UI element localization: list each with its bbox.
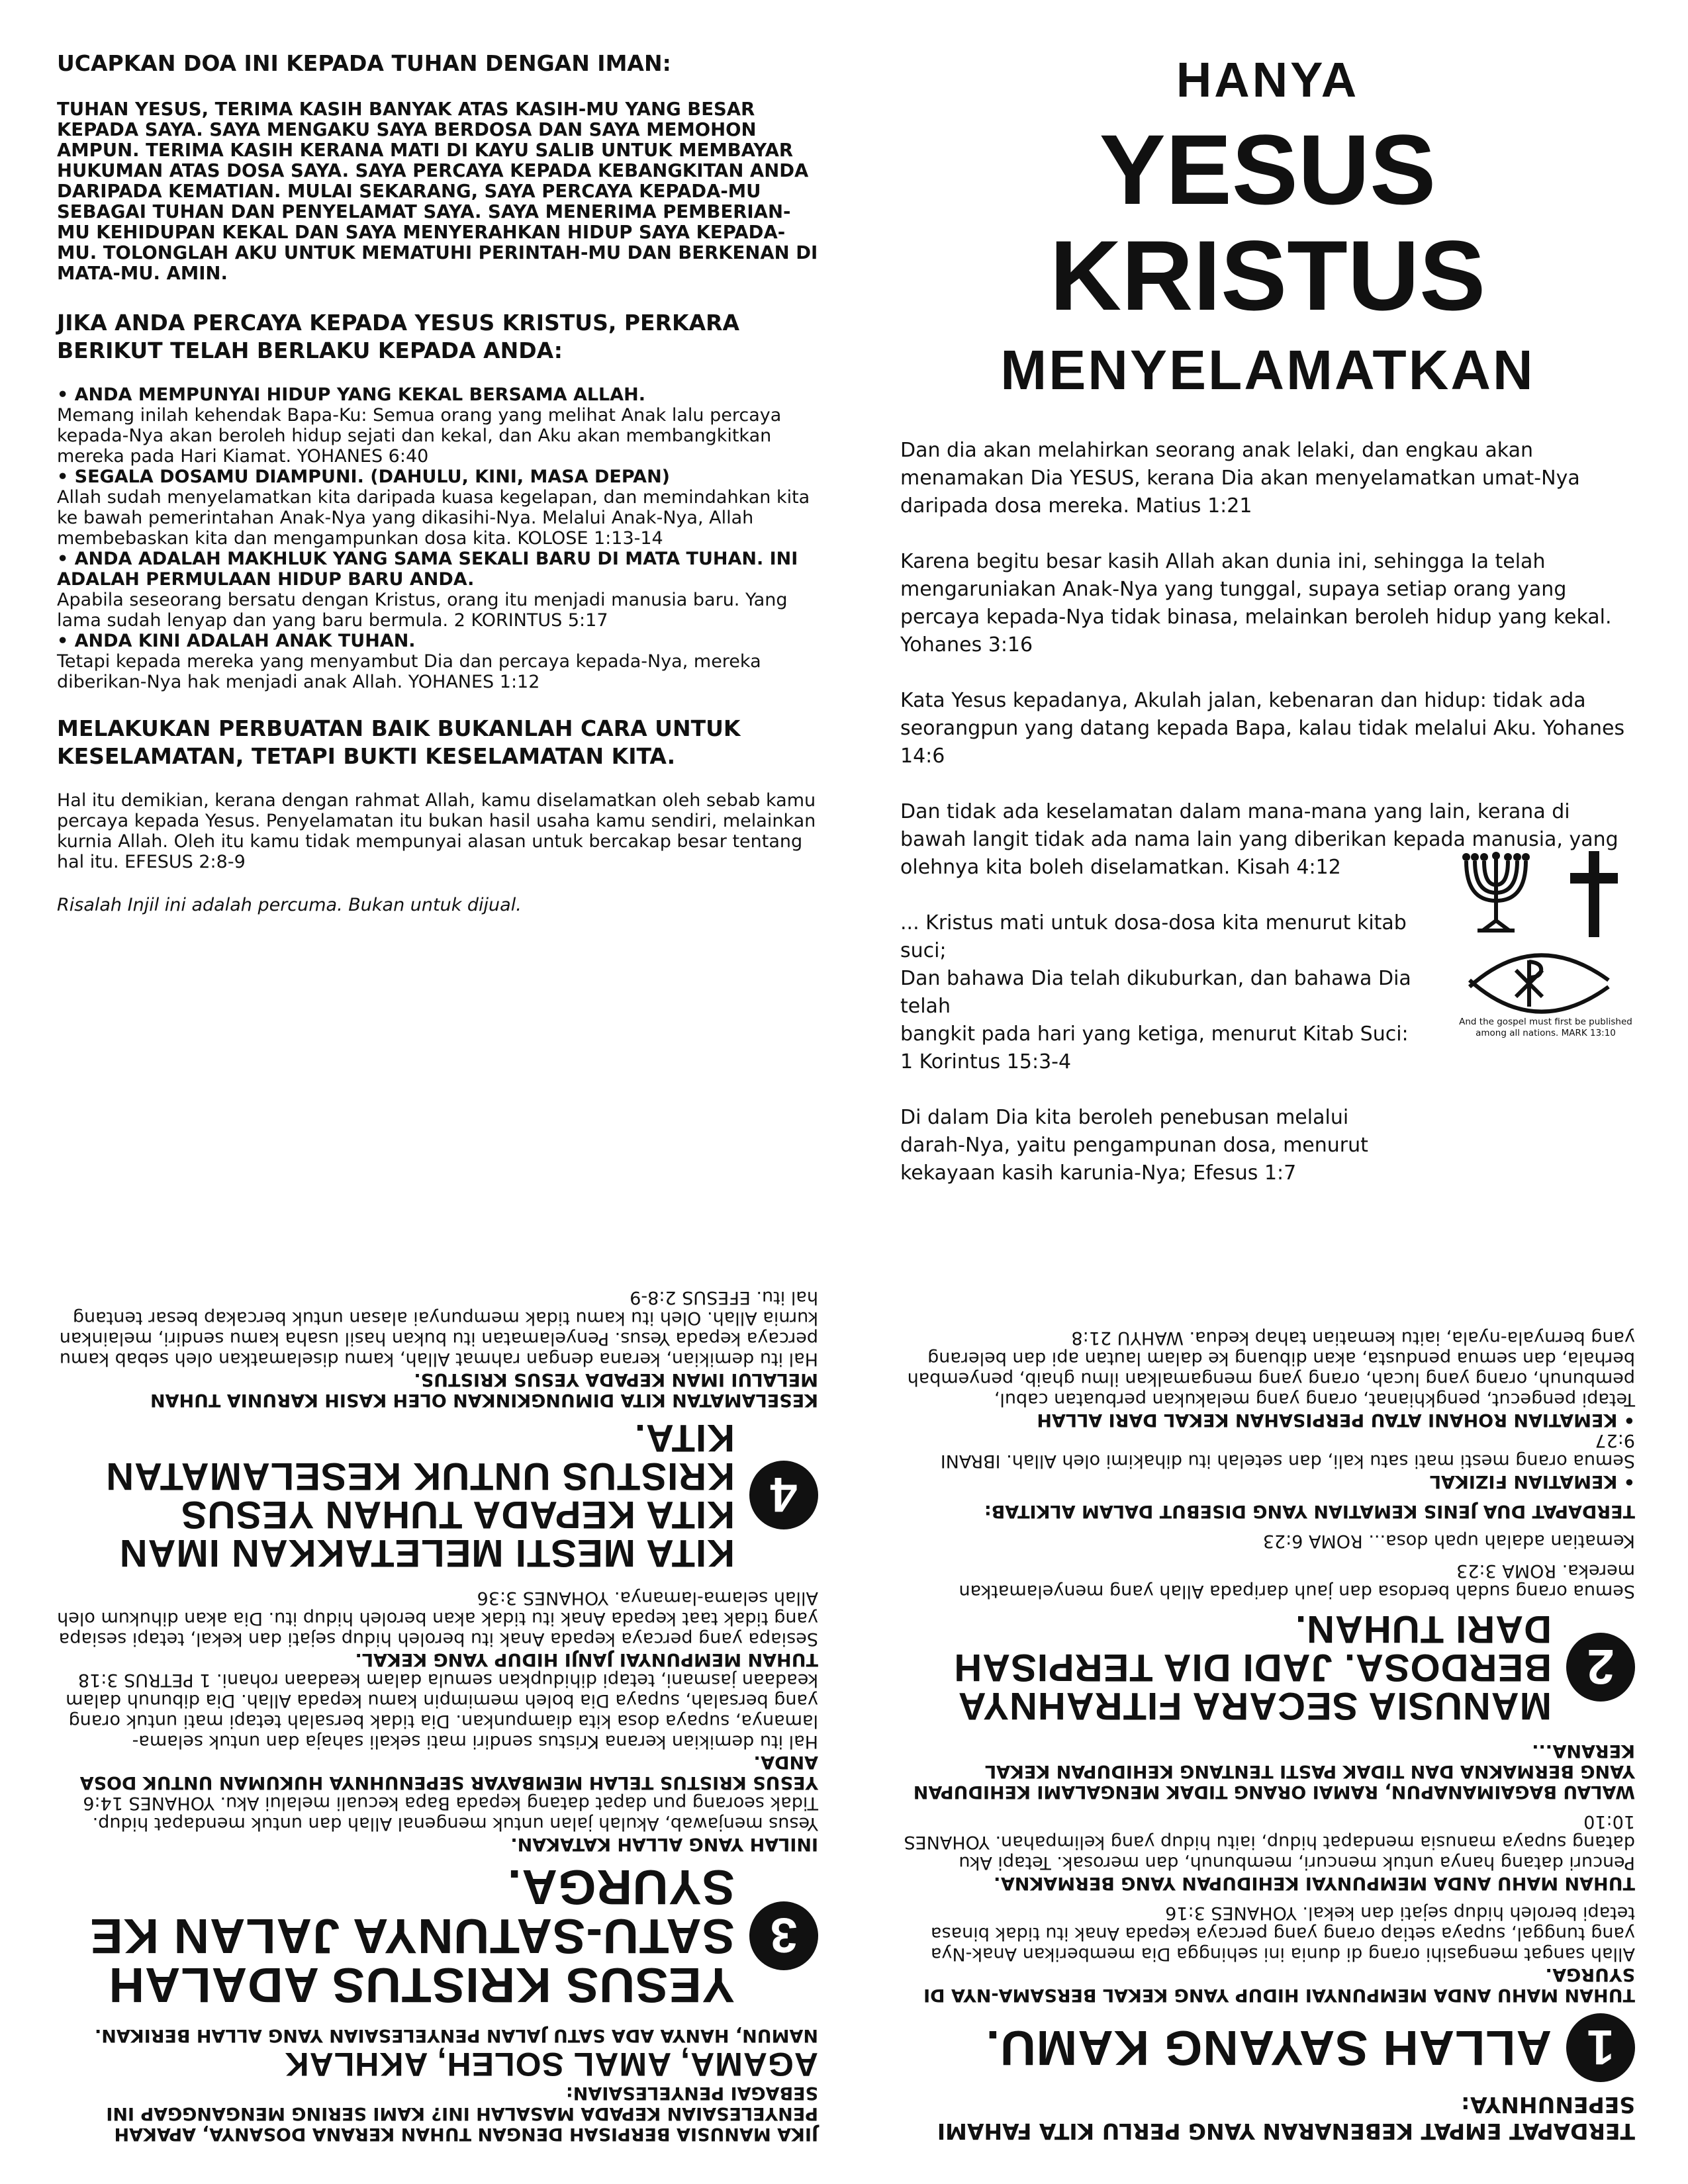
section-1-lead3: WALAU BAGAIMANAPUN, RAMAI ORANG TIDAK MENGALAMI KEHIDUPAN YANG BERMAKNA DAN TIDAK PASTI TENTANG KEHIDUPAN KEKAL KERANA... xyxy=(913,1741,1635,1802)
believe-heading: JIKA ANDA PERCAYA KEPADA YESUS KRISTUS, PERKARA BERIKUT TELAH BERLAKU KEPADA ANDA: xyxy=(57,310,740,363)
section-3-verse3: Sesiapa yang percaya kepada Anak itu beroleh hidup sejati dan kekal, tetapi sesiapa yang tidak taat kepada Anak itu tidak akan beroleh hidup itu. Dia akan dihukum oleh Allah selama-lamanya. YOHANES 3:36 xyxy=(57,1588,818,1649)
section-3-title: YESUS KRISTUS ADALAH SATU-SATUNYA JALAN KE SYURGA. xyxy=(89,1860,735,2013)
works-heading: MELAKUKAN PERBUATAN BAIK BUKANLAH CARA UNTUK KESELAMATAN, TETAPI BUKTI KESELAMATAN KITA. xyxy=(57,715,741,769)
section-3-header xyxy=(57,1860,818,2013)
verse-line: ... Kristus mati untuk dosa-dosa kita menurut kitab suci; xyxy=(900,911,1407,962)
cover-verses xyxy=(900,437,1635,1187)
section-3-lead2: NAMUN, HANYA ADA SATU JALAN PENYELESAIAN YANG ALLAH BERIKAN. xyxy=(94,2025,818,2046)
section-number-badge: 4 xyxy=(749,1461,818,1529)
section-2-title: MANUSIA SECARA FITRAHNYA BERDOSA. JADI DIA TERPISAH DARI TUHAN. xyxy=(953,1608,1552,1727)
death-type-1: • KEMATIAN FIZIKAL xyxy=(1429,1471,1635,1492)
section-3-verse: Yesus menjawab, Akulah jalan untuk mengenal Allah dan untuk mendapat hidup. Tidak seorang pun dapat datang kepada Bapa kecuali melalui Aku. YOHANES 14:6 xyxy=(83,1793,818,1834)
cover-title-line2: YESUS KRISTUS xyxy=(1049,114,1486,331)
free-tract-note: Risalah Injil ini adalah percuma. Bukan untuk dijual. xyxy=(57,895,522,915)
section-number-badge: 2 xyxy=(1566,1633,1635,1702)
cover-verse: Kata Yesus kepadanya, Akulah jalan, kebenaran dan hidup: tidak ada seorangpun yang datang kepada Bapa, kalau tidak melalui Aku. Yohanes 14:6 xyxy=(900,689,1625,768)
cover-title-line1: HANYA xyxy=(1176,52,1360,107)
cover-verse xyxy=(900,909,1417,1076)
gospel-note-line: And the gospel must first be published xyxy=(1459,1017,1632,1027)
cover-verse: Dan tidak ada keselamatan dalam mana-mana yang lain, kerana di bawah langit tidak ada nama lain yang diberikan kepada manusia, yang olehnya kita boleh diselamatkan. Kisah 4:12 xyxy=(900,800,1618,879)
truths-intro: TERDAPAT EMPAT KEBENARAN YANG PERLU KITA FAHAMI SEPENUHNYA: xyxy=(937,2092,1635,2144)
prayer-heading: UCAPKAN DOA INI KEPADA TUHAN DENGAN IMAN: xyxy=(57,50,671,76)
cover-panel xyxy=(900,50,1635,1185)
cross-icon xyxy=(1570,851,1618,937)
death-type-1-text: Semua orang mesti mati satu kali, dan setelah itu dihakimi oleh Allah. IBRANI 9:27 xyxy=(940,1430,1635,1471)
section-1-title: ALLAH SAYANG KAMU. xyxy=(985,2021,1552,2075)
believe-item-text: Allah sudah menyelamatkan kita daripada kuasa kegelapan, dan memindahkan kita ke bawah pemerintahan Anak-Nya yang dikasihi-Nya. Melalui Anak-Nya, Allah membebaskan kita dan mengampunkan dosa kita. KOLOSE 1:13-14 xyxy=(57,487,810,549)
believe-item-title: • ANDA KINI ADALAH ANAK TUHAN. xyxy=(57,631,416,651)
section-1-verse: Allah sangat mengasihi orang di dunia ini sehingga Dia memberikan Anak-Nya yang tunggal, supaya setiap orang yang percaya kepada Anak itu tidak binasa tetapi beroleh hidup sejati dan kekal. YOHANES 3:16 xyxy=(930,1903,1635,1964)
section-2-lead: TERDAPAT DUA JENIS KEMATIAN YANG DISEBUT DALAM ALKITAB: xyxy=(984,1501,1635,1522)
section-1-header xyxy=(900,2013,1635,2082)
section-4-lead: KESELAMATAN KITA DIMUNGKINKAN OLEH KASIH KARUNIA TUHAN MELALUI IMAN KEPADA YESUS KRISTUS. xyxy=(150,1369,818,1410)
section-4-title: KITA MESTI MELETAKKAN IMAN KITA KEPADA TUHAN YESUS KRISTUS UNTUK KESELAMATAN KITA. xyxy=(105,1416,735,1574)
believe-item-text: Memang inilah kehendak Bapa-Ku: Semua orang yang melihat Anak lalu percaya kepada-Nya akan beroleh hidup sejati dan kekal, dan Aku akan membangkitkan mereka pada Hari Kiamat. YOHANES 6:40 xyxy=(57,405,782,467)
verse-line: 1 Korintus 15:3-4 xyxy=(900,1050,1072,1073)
section-3-lead5: TUHAN MEMPUNYAI JANJI HIDUP YANG KEKAL. xyxy=(355,1649,818,1670)
faith-symbols xyxy=(1456,848,1635,1013)
section-4-verse: Hal itu demikian, kerana dengan rahmat Allah, kamu diselamatkan oleh sebab kamu percaya kepada Yesus. Penyelamatan itu bukan hasil usaha kamu sendiri, melainkan kurnia Allah. Oleh itu kamu tidak mempunyai alasan untuk bercakap besar tentang hal itu. EFESUS 2:8-9 xyxy=(59,1287,818,1369)
section-3-lead4: YESUS KRISTUS TELAH MEMBAYAR SEPENUHNYA HUKUMAN UNTUK DOSA ANDA. xyxy=(79,1752,818,1793)
cover-title-line3: MENYELAMATKAN xyxy=(1000,339,1535,401)
verse-line: Dan bahawa Dia telah dikuburkan, dan bahawa Dia telah xyxy=(900,967,1411,1018)
death-type-2-text: Tetapi pengecut, pengkhianat, orang yang melakukan perbuatan cabul, pembunuh, orang yang lucah, orang yang mengamalkan ilmu ghaib, penyembah berhala, dan semua pendusta, akan dibuang ke dalam lautan api dan belerang yang bernyala-nyala, iaitu kematian tahap kedua. WAHYU 21:8 xyxy=(907,1328,1635,1410)
section-3-lead3: INILAH YANG ALLAH KATAKAN. xyxy=(510,1834,818,1854)
gospel-note-line: among all nations. MARK 13:10 xyxy=(1476,1028,1616,1038)
false-solutions: AGAMA, AMAL SOLEH, AKHLAK xyxy=(284,2046,818,2083)
menorah-flames xyxy=(1462,852,1530,861)
section-2-verse2: Kematian adalah upah dosa... ROMA 6:23 xyxy=(1262,1531,1635,1551)
death-type-2: • KEMATIAN ROHANI ATAU PERPISAHAN KEKAL DARI ALLAH xyxy=(1037,1410,1635,1430)
section-1-lead: TUHAN MAHU ANDA MEMPUNYAI HIDUP YANG KEKAL BERSAMA-NYA DI SYURGA. xyxy=(923,1964,1635,2005)
section-number-badge: 3 xyxy=(749,1901,818,1970)
believe-item-title: • SEGALA DOSAMU DIAMPUNI. (DAHULU, KINI, MASA DEPAN) xyxy=(57,467,671,487)
cover-verse: Karena begitu besar kasih Allah akan dunia ini, sehingga Ia telah mengaruniakan Anak-Nya yang tunggal, supaya setiap orang yang percaya kepada-Nya tidak binasa, melainkan beroleh hidup yang kekal. Yohanes 3:16 xyxy=(900,550,1612,657)
works-text: Hal itu demikian, kerana dengan rahmat Allah, kamu diselamatkan oleh sebab kamu percaya kepada Yesus. Penyelamatan itu bukan hasil usaha kamu sendiri, melainkan kurnia Allah. Oleh itu kamu tidak mempunyai alasan untuk bercakap besar tentang hal itu. EFESUS 2:8-9 xyxy=(57,790,816,872)
section-2-verse: Semua orang sudah berdosa dan jauh daripada Allah yang menyelamatkan mereka. ROMA 3:23 xyxy=(959,1561,1635,1602)
truths-panel-3-4 xyxy=(57,1112,818,2144)
gospel-note xyxy=(1450,1017,1642,1039)
believe-item-title: • ANDA ADALAH MAKHLUK YANG SAMA SEKALI BARU DI MATA TUHAN. INI ADALAH PERMULAAN HIDUP BARU ANDA. xyxy=(57,549,798,590)
section-1-lead2: TUHAN MAHU ANDA MEMPUNYAI KEHIDUPAN YANG BERMAKNA. xyxy=(994,1873,1635,1893)
truths-panel-1-2 xyxy=(900,1112,1635,2144)
prayer-panel xyxy=(57,50,818,1043)
section-4-header xyxy=(57,1418,818,1572)
believe-item-text: Apabila seseorang bersatu dengan Kristus, orang itu menjadi manusia baru. Yang lama sudah lenyap dan yang baru bermula. 2 KORINTUS 5:17 xyxy=(57,590,788,631)
believe-list xyxy=(57,385,818,692)
prayer-text: TUHAN YESUS, TERIMA KASIH BANYAK ATAS KASIH-MU YANG BESAR KEPADA SAYA. SAYA MENGAKU SAYA BERDOSA DAN SAYA MEMOHON AMPUN. TERIMA KASIH KERANA MATI DI KAYU SALIB UNTUK MEMBAYAR HUKUMAN ATAS DOSA SAYA. SAYA PERCAYA KEPADA KEBANGKITAN ANDA DARIPADA KEMATIAN. MULAI SEKARANG, SAYA PERCAYA KEPADA-MU SEBAGAI TUHAN DAN PENYELAMAT SAYA. SAYA MENERIMA PEMBERIAN-MU KEHIDUPAN KEKAL DAN SAYA MENYERAHKAN HIDUP SAYA KEPADA-MU. TOLONGLAH AKU UNTUK MEMATUHI PERINTAH-MU DAN BERKENAN DI MATA-MU. AMIN. xyxy=(57,99,818,284)
section-3-lead: JIKA MANUSIA BERPISAH DENGAN TUHAN KERANA DOSANYA, APAKAH PENYELESAIAN KEPADA MASALAH INI? KAMI SERING MENGANGGAP INI SEBAGAI PENYELESAIAN: xyxy=(106,2083,818,2144)
believe-item-title: • ANDA MEMPUNYAI HIDUP YANG KEKAL BERSAMA ALLAH. xyxy=(57,385,646,405)
section-3-verse2: Hal itu demikian kerana Kristus sendiri mati sekali sahaja dan untuk selama-lamanya, supaya dosa kita diampunkan. Dia tidak bersalah tetapi mati untuk orang yang bersalah, supaya Dia boleh memimpin kamu kepada Allah. Dia dibunuh dalam keadaan jasmani, tetapi dihidupkan semula dalam keadaan rohani. 1 PETRUS 3:18 xyxy=(66,1670,818,1752)
ichthys-chi-rho-icon xyxy=(1470,955,1609,1011)
section-1-verse2: Pencuri datang hanya untuk mencuri, membunuh, dan merosak. Tetapi Aku datang supaya manusia mendapat hidup, iaitu hidup yang kelimpahan. YOHANES 10:10 xyxy=(904,1811,1635,1873)
section-2-header xyxy=(900,1610,1635,1725)
cover-verse: Dan dia akan melahirkan seorang anak lelaki, dan engkau akan menamakan Dia YESUS, kerana Dia akan menyelamatkan umat-Nya daripada dosa mereka. Matius 1:21 xyxy=(900,439,1580,518)
menorah-icon xyxy=(1466,858,1526,931)
believe-item-text: Tetapi kepada mereka yang menyambut Dia dan percaya kepada-Nya, mereka diberikan-Nya hak menjadi anak Allah. YOHANES 1:12 xyxy=(57,651,761,692)
section-number-badge: 1 xyxy=(1566,2013,1635,2082)
cover-verse: Di dalam Dia kita beroleh penebusan melalui darah-Nya, yaitu pengampunan dosa, menurut kekayaan kasih karunia-Nya; Efesus 1:7 xyxy=(900,1106,1368,1185)
verse-line: bangkit pada hari yang ketiga, menurut Kitab Suci: xyxy=(900,1023,1409,1046)
